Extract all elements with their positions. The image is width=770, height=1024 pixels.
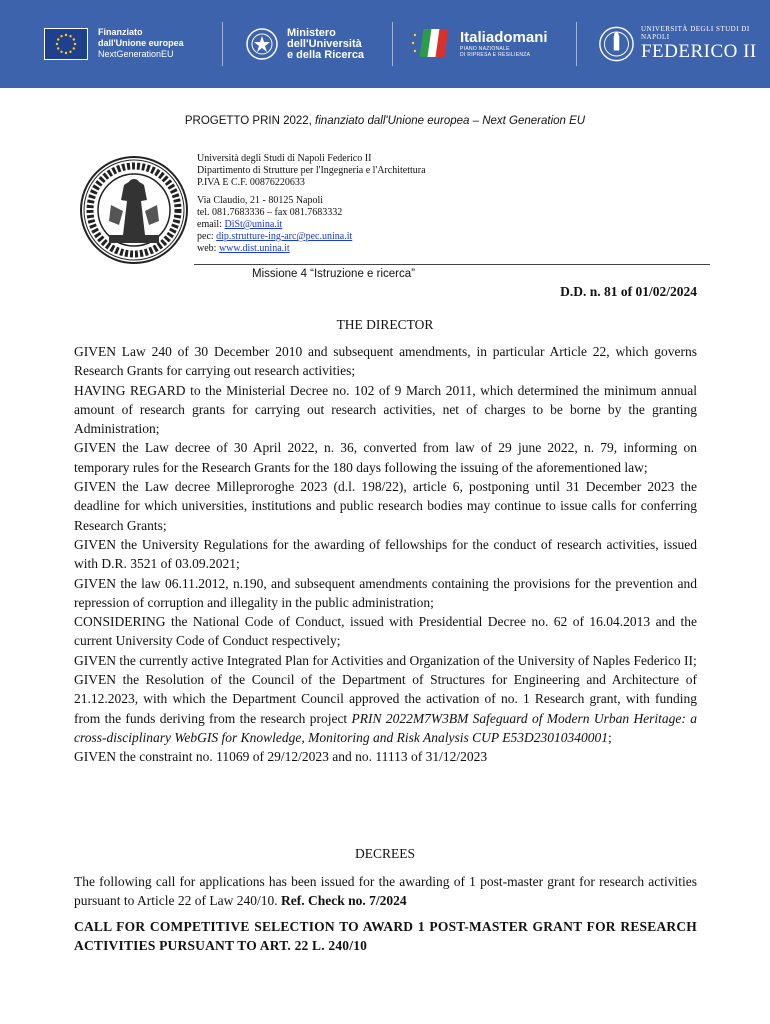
ministry-line2: dell'Università bbox=[287, 37, 362, 50]
divider bbox=[576, 22, 577, 66]
decree-number: D.D. n. 81 of 01/02/2024 bbox=[560, 284, 697, 299]
paragraph: GIVEN the currently active Integrated Plan for Activities and Organization of the University of Naples Federico II; bbox=[74, 652, 697, 668]
project-line bbox=[0, 115, 770, 127]
call-text: The following call for applications has been issued for the awarding of 1 post-master grant for research activities pursuant to Article 22 of Law 240/10. bbox=[74, 874, 697, 908]
ministry-line3: e della Ricerca bbox=[287, 48, 365, 61]
italy-flag-icon bbox=[410, 25, 454, 61]
phone: tel. 081.7683336 – fax 081.7683332 bbox=[197, 207, 343, 218]
italiadomani-logo bbox=[410, 25, 548, 61]
decrees-heading: DECREES bbox=[354, 846, 415, 861]
eu-logo bbox=[44, 27, 184, 60]
mission: Missione 4 “Istruzione e ricerca” bbox=[252, 268, 415, 280]
ministry-line1: Ministero bbox=[287, 26, 336, 39]
header-banner bbox=[0, 0, 770, 88]
p9-end: ; bbox=[607, 729, 612, 745]
federico-top: UNIVERSITÀ DEGLI STUDI DI NAPOLI bbox=[640, 25, 750, 41]
letterhead-divider bbox=[194, 264, 710, 265]
paragraph: GIVEN Law 240 of 30 December 2010 and subsequent amendments, in particular Article 22, which governs Research Grants for carrying out research activities; bbox=[74, 344, 697, 379]
paragraph bbox=[74, 670, 697, 747]
project-prefix: PROGETTO PRIN 2022, bbox=[184, 115, 316, 127]
web-label: web: bbox=[197, 243, 219, 254]
department-name: Dipartimento di Strutture per l'Ingegneria e l'Architettura bbox=[197, 165, 426, 176]
address: Via Claudio, 21 - 80125 Napoli bbox=[197, 195, 324, 206]
paragraph: HAVING REGARD to the Ministerial Decree no. 102 of 9 March 2011, which determined the minimum annual amount of research grants for carrying out research activities, net of charges to be borne by the granting Administration; bbox=[74, 382, 697, 437]
call-title: CALL FOR COMPETITIVE SELECTION TO AWARD 1 POST-MASTER GRANT FOR RESEARCH ACTIVITIES PURSUANT TO ART. 22 L. 240/10 bbox=[74, 919, 697, 953]
eu-line2: dall'Unione europea bbox=[98, 38, 184, 48]
university-seal-icon bbox=[79, 155, 189, 270]
paragraph: GIVEN the Law decree Milleproroghe 2023 (d.l. 198/22), article 6, postponing until 31 December 2023 the deadline for which universities, institutions and public research bodies may continue to issue calls for conferring Research Grants; bbox=[74, 479, 697, 533]
university-name: Università degli Studi di Napoli Federico II bbox=[197, 153, 372, 164]
call-paragraph bbox=[74, 872, 697, 910]
paragraph: GIVEN the University Regulations for the awarding of fellowships for the conduct of research activities, issued with D.R. 3521 of 03.09.2021; bbox=[74, 536, 697, 572]
pec-link[interactable]: dip.strutture-ing-arc@pec.unina.it bbox=[216, 231, 353, 242]
eu-line3: NextGenerationEU bbox=[98, 49, 174, 59]
p9-project: PRIN 2022M7W3BM Safeguard of Modern Urban Heritage: a cross-disciplinary WebGIS for Knowledge, Monitoring and Risk Analysis CUP E53D23010340001 bbox=[74, 710, 697, 745]
federico-logo bbox=[598, 24, 770, 64]
eu-line1: Finanziato bbox=[98, 27, 143, 37]
italian-republic-emblem-icon bbox=[245, 27, 279, 61]
paragraph: GIVEN the law 06.11.2012, n.190, and subsequent amendments containing the provisions for the prevention and repression of corruption and illegality in the public administration; bbox=[74, 575, 697, 610]
project-italic: finanziato dall'Unione europea – Next Generation EU bbox=[315, 115, 586, 127]
divider bbox=[222, 22, 223, 66]
letterhead bbox=[197, 153, 426, 255]
italiadomani-sub1: PIANO NAZIONALE bbox=[460, 45, 510, 52]
call-ref: Ref. Check no. 7/2024 bbox=[280, 893, 407, 908]
director-heading: THE DIRECTOR bbox=[336, 317, 434, 332]
paragraph: GIVEN the constraint no. 11069 of 29/12/2023 and no. 11113 of 31/12/2023 bbox=[74, 749, 488, 765]
preamble bbox=[74, 342, 697, 767]
paragraph: CONSIDERING the National Code of Conduct, issued with Presidential Decree no. 62 of 16.04.2013 and the current University Code of Conduct respectively; bbox=[74, 614, 697, 649]
pec-label: pec: bbox=[197, 231, 217, 242]
divider bbox=[392, 22, 393, 66]
paragraph: GIVEN the Law decree of 30 April 2022, n. 36, converted from law of 29 june 2022, n. 79, informing on temporary rules for the Research Grants for the 180 days following the issuing of the aforementioned law; bbox=[74, 440, 697, 475]
p9-text: GIVEN the Resolution of the Council of the Department of Structures for Engineering and Architecture of 21.12.2023, with which the Department Council approved the activation of no. 1 Research grant, with funding from the funds deriving from the research project bbox=[74, 672, 697, 726]
italiadomani-sub2: DI RIPRESA E RESILIENZA bbox=[460, 51, 531, 58]
eu-flag-icon bbox=[44, 28, 88, 60]
italiadomani-title-b: domani bbox=[494, 28, 548, 46]
web-link[interactable]: www.dist.unina.it bbox=[218, 243, 290, 254]
email-label: email: bbox=[197, 219, 225, 230]
italiadomani-title-a: Italia bbox=[460, 28, 495, 46]
email-link[interactable]: DiSt@unina.it bbox=[224, 219, 283, 230]
federico-main: FEDERICO II bbox=[640, 41, 757, 62]
ministry-logo bbox=[245, 27, 364, 61]
university-seal-icon bbox=[598, 24, 635, 64]
vat-number: P.IVA E C.F. 00876220633 bbox=[197, 177, 305, 188]
